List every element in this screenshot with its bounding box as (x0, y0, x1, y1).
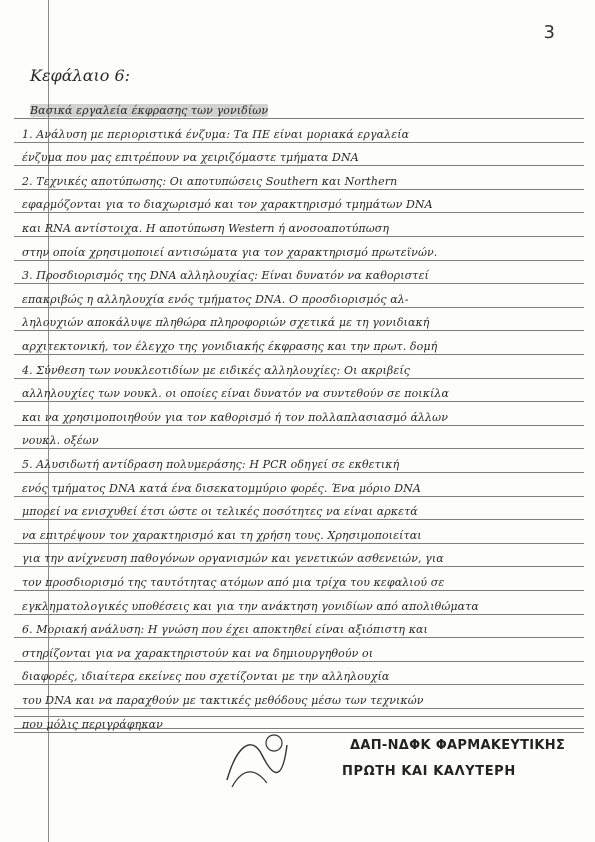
ruled-line (14, 330, 584, 331)
highlighted-heading: Βασικά εργαλεία έκφρασης των γονιδίων (30, 104, 269, 117)
chapter-title: Κεφάλαιο 6: (30, 66, 131, 85)
ruled-line (14, 472, 584, 473)
ruled-line (14, 354, 584, 355)
text-line: 6. Μοριακή ανάλυση: Η γνώση που έχει αποκτηθεί είναι αξιόπιστη και (22, 623, 428, 637)
ruled-line (14, 519, 584, 520)
text-line: 2. Τεχνικές αποτύπωσης: Οι αποτυπώσεις Southern και Northern (22, 174, 398, 188)
text-line: εφαρμόζονται για το διαχωρισμό και τον χαρακτηρισμό τμημάτων DNA (22, 198, 433, 212)
text-line: του DNA και να παραχθούν με τακτικές μεθόδους μέσω των τεχνικών (22, 694, 424, 707)
ruled-line (14, 590, 584, 591)
text-line: ληλουχιών αποκάλυψε πληθώρα πληροφοριών σχετικά με τη γονιδιακή (22, 316, 430, 330)
text-line: και RNA αντίστοιχα. Η αποτύπωση Western ή ανοσοαποτύπωση (22, 222, 390, 235)
page-number: 3 (543, 22, 555, 43)
text-line: αρχιτεκτονική, τον έλεγχο της γονιδιακής έκφρασης και την πρωτ. δομή (22, 340, 438, 353)
ruled-line (14, 566, 584, 567)
text-line: 5. Αλυσιδωτή αντίδραση πολυμεράσης: Η PCR οδηγεί σε εκθετική (22, 458, 400, 471)
ruled-line (14, 212, 584, 213)
text-line: να επιτρέψουν τον χαρακτηρισμό και τη χρήση τους. Χρησιμοποιείται (22, 528, 422, 542)
text-line (30, 104, 590, 118)
ruled-line (14, 661, 584, 662)
ruled-line (14, 614, 584, 615)
text-line: ένζυμα που μας επιτρέπουν να χειριζόμαστε τμήματα DNA (22, 151, 359, 165)
ruled-line (14, 307, 584, 308)
ruled-line (14, 684, 584, 685)
text-line: νουκλ. οξέων (22, 434, 99, 448)
text-line: 4. Σύνθεση των νουκλεοτιδίων με ειδικές αλληλουχίες: Οι ακριβείς (22, 363, 411, 377)
text-line: επακριβώς η αλληλουχία ενός τμήματος DNA. Ο προσδιορισμός αλ- (22, 292, 409, 306)
text-line: στην οποία χρησιμοποιεί αντισώματα για τον χαρακτηρισμό πρωτεϊνών. (22, 245, 438, 259)
text-line: διαφορές, ιδιαίτερα εκείνες που σχετίζονται με την αλληλουχία (22, 670, 390, 684)
text-line: για την ανίχνευση παθογόνων οργανισμών και γενετικών ασθενειών, για (22, 552, 444, 566)
ruled-line (14, 496, 584, 497)
ruled-line (14, 378, 584, 379)
ruled-line (14, 189, 584, 190)
stamp (280, 732, 566, 792)
text-line: στηρίζονται για να χαρακτηριστούν και να δημιουργηθούν οι (22, 646, 374, 660)
ruled-line (14, 142, 584, 143)
text-line: τον προσδιορισμό της ταυτότητας ατόμων από μια τρίχα του κεφαλιού σε (22, 576, 445, 589)
ruled-line (14, 543, 584, 544)
ruled-line (14, 708, 584, 709)
ruled-line (14, 236, 584, 237)
stamp-line-1: ΔΑΠ-ΝΔΦΚ ΦΑΡΜΑΚΕΥΤΙΚΗΣ (350, 738, 566, 753)
ruled-line (14, 118, 584, 119)
ruled-line (14, 260, 584, 261)
ruled-line (14, 283, 584, 284)
text-line: 1. Ανάλυση με περιοριστικά ένζυμα: Τα ΠΕ είναι μοριακά εργαλεία (22, 127, 410, 141)
text-line: μπορεί να ενισχυθεί έτσι ώστε οι τελικές ποσότητες να είναι αρκετά (22, 505, 418, 519)
text-line: 3. Προσδιορισμός της DNA αλληλουχίας: Είναι δυνατόν να καθοριστεί (22, 269, 429, 283)
stamp-line-2: ΠΡΩΤΗ ΚΑΙ ΚΑΛΥΤΕΡΗ (342, 764, 516, 779)
ruled-line (14, 448, 584, 449)
text-line: αλληλουχίες των νουκλ. οι οποίες είναι δυνατόν να συντεθούν σε ποικίλα (22, 387, 450, 401)
text-line: που μόλις περιγράφηκαν (22, 717, 163, 731)
ruled-line (14, 425, 584, 426)
ruled-line (14, 401, 584, 402)
ruled-line (14, 637, 584, 638)
text-line: εγκληματολογικές υποθέσεις και για την ανάκτηση γονιδίων από απολιθώματα (22, 599, 479, 613)
ruled-line (14, 165, 584, 166)
text-line: και να χρησιμοποιηθούν για τον καθορισμό ή τον πολλαπλασιασμό άλλων (22, 410, 448, 424)
text-line: ενός τμήματος DNA κατά ένα δισεκατομμύριο φορές. Ένα μόριο DNA (22, 481, 421, 495)
